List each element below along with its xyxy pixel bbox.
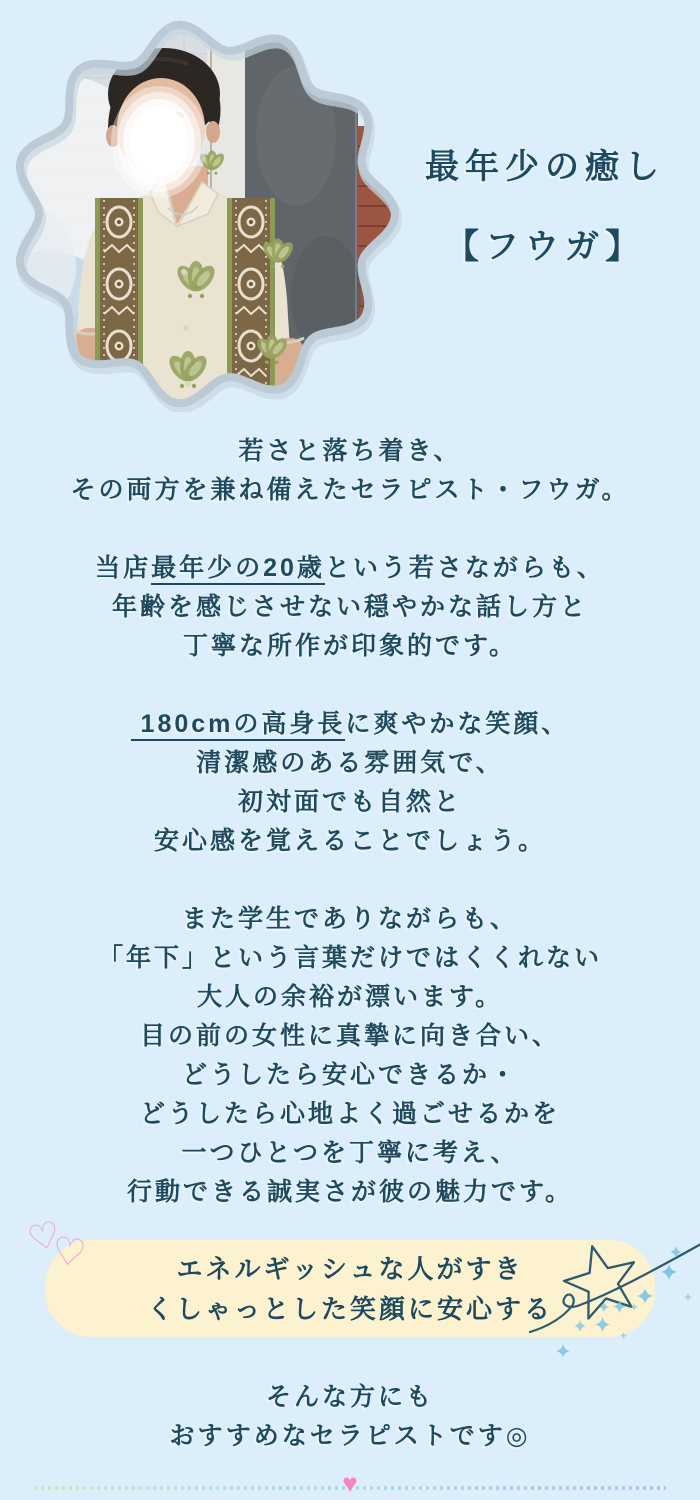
shooting-star-icon bbox=[528, 1238, 700, 1344]
sparkle-icon bbox=[556, 1344, 570, 1363]
paragraph-line: 「年下」という言葉だけではくくれない bbox=[97, 944, 602, 972]
paragraph-line: 180cmの高身長に爽やかな笑顔、 bbox=[0, 705, 700, 744]
therapist-photo bbox=[6, 16, 402, 412]
paragraph-line: 当店最年少の20歳という若さながらも、 bbox=[0, 549, 700, 588]
profile-paragraph-3 bbox=[0, 705, 700, 861]
paragraph-line: 目の前の女性に真摯に向き合い、 bbox=[139, 1022, 560, 1050]
profile-paragraph-2 bbox=[0, 549, 700, 666]
title-line-1: 最年少の癒し bbox=[425, 148, 665, 186]
paragraph-line: また学生でありながらも、 bbox=[181, 905, 518, 933]
paragraph-line: 丁寧な所作が印象的です。 bbox=[182, 632, 517, 660]
closing-line: そんな方にも bbox=[265, 1383, 434, 1411]
paragraph-line: 一つひとつを丁寧に考え、 bbox=[181, 1139, 519, 1167]
profile-paragraph-4 bbox=[0, 900, 700, 1212]
highlight-line: くしゃっとした笑顔に安心する bbox=[146, 1293, 553, 1324]
paragraph-line: 年齢を感じさせない穏やかな話し方と bbox=[111, 593, 588, 621]
closing-recommendation bbox=[0, 1378, 700, 1456]
heart-icon: ♥ bbox=[342, 1468, 358, 1498]
paragraph-line: 安心感を覚えることでしょう。 bbox=[153, 827, 546, 855]
profile-description bbox=[0, 432, 700, 1212]
paragraph-line: 清潔感のある雰囲気で、 bbox=[196, 749, 504, 777]
closing-line: おすすめなセラピストです◎ bbox=[169, 1422, 531, 1450]
paragraph-line: 大人の余裕が漂います。 bbox=[196, 983, 503, 1011]
heart-outline-icon: ♡ bbox=[23, 1212, 65, 1261]
paragraph-line: その両方を兼ね備えたセラピスト・フウガ。 bbox=[70, 476, 630, 504]
paragraph-line: 行動できる誠実さが彼の魅力です。 bbox=[126, 1178, 573, 1206]
page-title bbox=[396, 146, 694, 268]
paragraph-line: どうしたら安心できるか・ bbox=[181, 1061, 518, 1089]
paragraph-line: 若さと落ち着き、 bbox=[238, 437, 462, 465]
profile-paragraph-1 bbox=[0, 432, 700, 510]
paragraph-line: 初対面でも自然と bbox=[237, 788, 462, 816]
heart-outline-icon: ♡ bbox=[49, 1229, 89, 1277]
therapist-photo-frame bbox=[6, 16, 402, 412]
paragraph-line: どうしたら心地よく過ごせるかを bbox=[139, 1100, 560, 1128]
highlight-line: エネルギッシュな人がすき bbox=[176, 1253, 524, 1284]
title-line-2: 【フウガ】 bbox=[444, 228, 646, 266]
